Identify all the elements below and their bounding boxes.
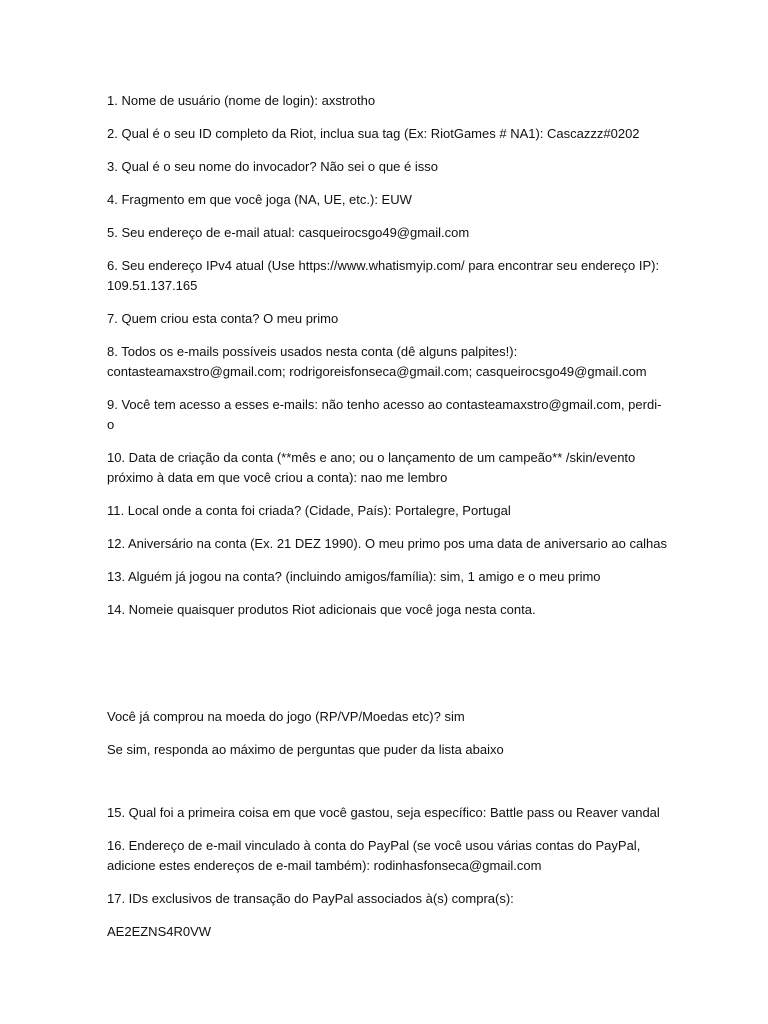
- question-5: 5. Seu endereço de e-mail atual: casqueirocsgo49@gmail.com: [107, 225, 470, 240]
- question-3: 3. Qual é o seu nome do invocador? Não sei o que é isso: [107, 159, 438, 174]
- question-11: 11. Local onde a conta foi criada? (Cidade, País): Portalegre, Portugal: [107, 503, 511, 518]
- blank-space: [107, 633, 667, 707]
- question-14: 14. Nomeie quaisquer produtos Riot adicionais que você joga nesta conta.: [107, 602, 536, 617]
- question-16: 16. Endereço de e-mail vinculado à conta do PayPal (se você usou várias contas do PayPal, adicione estes endereços de e-mail também): rodinhasfonseca@gmail.com: [107, 838, 641, 873]
- purchase-instructions: Se sim, responda ao máximo de perguntas que puder da lista abaixo: [107, 742, 504, 757]
- purchase-question: Você já comprou na moeda do jogo (RP/VP/Moedas etc)? sim: [107, 709, 465, 724]
- question-10: 10. Data de criação da conta (**mês e ano; ou o lançamento de um campeão** /skin/evento próximo à data em que você criou a conta): nao me lembro: [107, 450, 636, 485]
- question-13: 13. Alguém já jogou na conta? (incluindo amigos/família): sim, 1 amigo e o meu primo: [107, 569, 601, 584]
- blank-space: [107, 773, 667, 803]
- document-body: [107, 91, 667, 955]
- question-12: 12. Aniversário na conta (Ex. 21 DEZ 1990). O meu primo pos uma data de aniversario ao calhas: [107, 536, 668, 551]
- question-1: 1. Nome de usuário (nome de login): axstrotho: [107, 93, 376, 108]
- question-7: 7. Quem criou esta conta? O meu primo: [107, 311, 339, 326]
- question-9: 9. Você tem acesso a esses e-mails: não tenho acesso ao contasteamaxstro@gmail.com, perdi-o: [107, 397, 662, 432]
- question-17: 17. IDs exclusivos de transação do PayPal associados à(s) compra(s):: [107, 891, 514, 906]
- question-2: 2. Qual é o seu ID completo da Riot, inclua sua tag (Ex: RiotGames # NA1): Cascazzz#0202: [107, 126, 640, 141]
- question-8: 8. Todos os e-mails possíveis usados nesta conta (dê alguns palpites!): contasteamaxstro@gmail.com; rodrigoreisfonseca@gmail.com; casqueirocsgo49@gmail.com: [107, 344, 647, 379]
- question-15: 15. Qual foi a primeira coisa em que você gastou, seja específico: Battle pass ou Reaver vandal: [107, 805, 660, 820]
- transaction-id: AE2EZNS4R0VW: [107, 924, 212, 939]
- question-6: 6. Seu endereço IPv4 atual (Use https://www.whatismyip.com/ para encontrar seu endereço IP): 109.51.137.165: [107, 258, 660, 293]
- question-4: 4. Fragmento em que você joga (NA, UE, etc.): EUW: [107, 192, 412, 207]
